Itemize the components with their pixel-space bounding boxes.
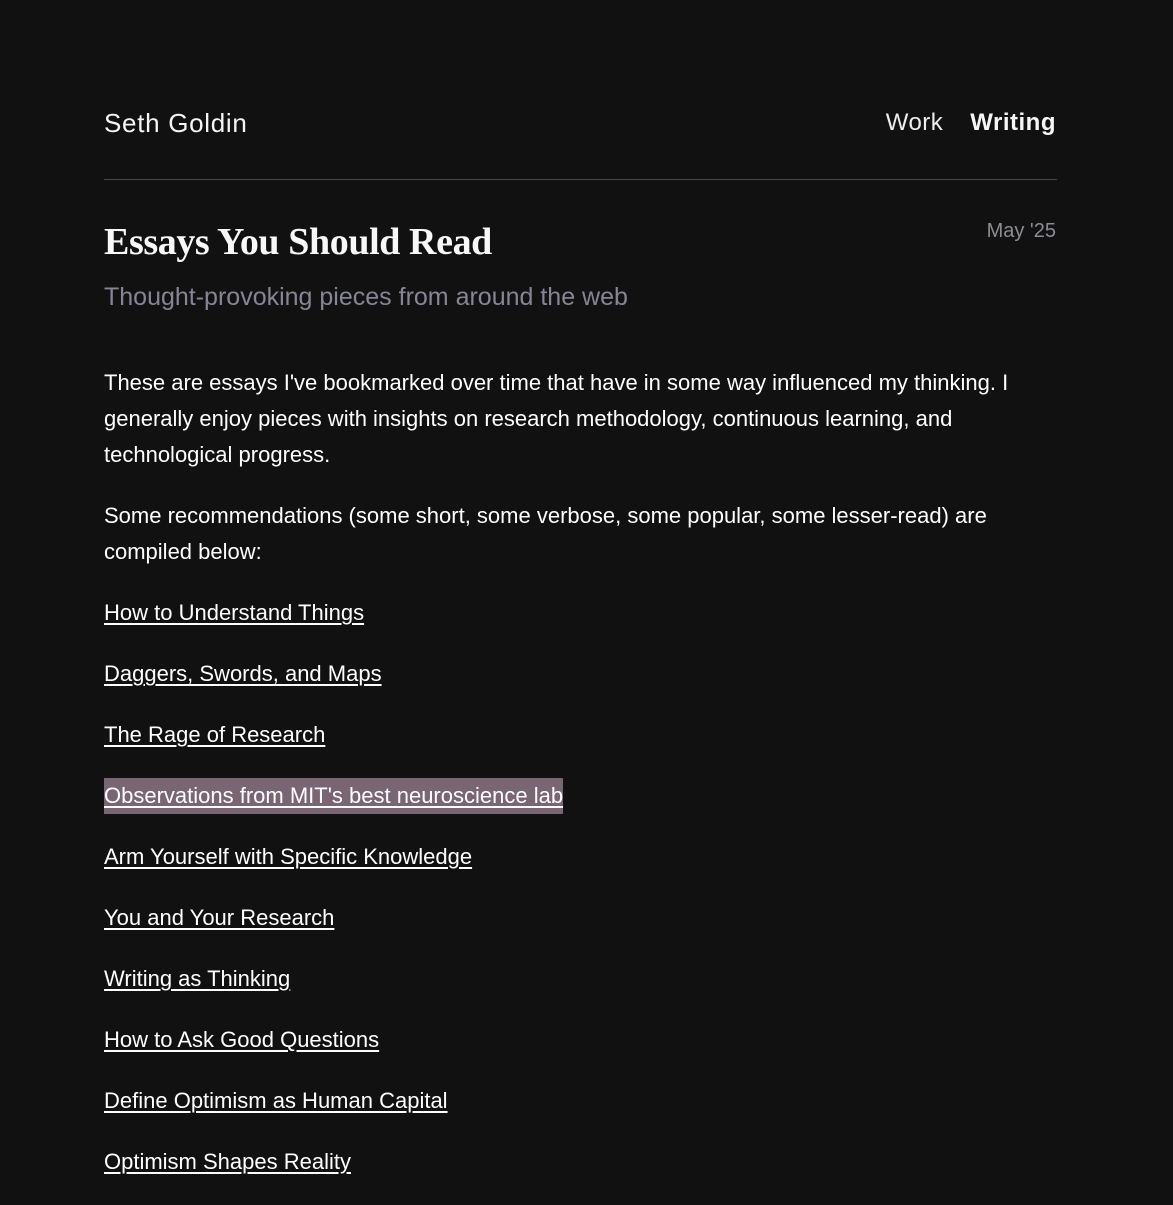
essay-link-optimism-shapes-reality[interactable]: Optimism Shapes Reality <box>104 1149 351 1174</box>
nav-work-link[interactable]: Work <box>885 109 944 136</box>
site-header <box>104 104 1056 144</box>
essay-list-item <box>104 778 1056 839</box>
essay-list <box>104 595 1056 1205</box>
nav-writing-link[interactable]: Writing <box>970 109 1056 136</box>
article-title: Essays You Should Read <box>104 221 492 263</box>
essay-list-item <box>104 961 1056 1022</box>
essay-link-optimism-human-capital[interactable]: Define Optimism as Human Capital <box>104 1088 448 1113</box>
essay-link-writing-thinking[interactable]: Writing as Thinking <box>104 966 291 991</box>
article-subtitle: Thought-provoking pieces from around the web <box>104 283 628 311</box>
recommendations-paragraph: Some recommendations (some short, some verbose, some popular, some lesser-read) are compiled below: <box>104 503 987 564</box>
essay-link-rage-research[interactable]: The Rage of Research <box>104 722 326 747</box>
intro-paragraph: These are essays I've bookmarked over time that have in some way influenced my thinking. I generally enjoy pieces with insights on research methodology, continuous learning, and technological progress. <box>104 370 1009 467</box>
essay-link-understand-things[interactable]: How to Understand Things <box>104 600 365 625</box>
essay-list-item <box>104 717 1056 778</box>
essay-link-mit-neuroscience[interactable]: Observations from MIT's best neuroscience lab <box>104 778 563 814</box>
essay-link-specific-knowledge[interactable]: Arm Yourself with Specific Knowledge <box>104 844 473 869</box>
article-date: May '25 <box>986 220 1056 242</box>
header-divider <box>104 179 1057 180</box>
essay-link-good-questions[interactable]: How to Ask Good Questions <box>104 1027 380 1052</box>
essay-list-item <box>104 595 1056 656</box>
essay-list-item <box>104 900 1056 961</box>
essay-link-you-and-your-research[interactable]: You and Your Research <box>104 905 335 930</box>
article-content <box>104 365 1056 1205</box>
main-navigation <box>886 107 1056 139</box>
essay-list-item <box>104 1022 1056 1083</box>
essay-list-item <box>104 1144 1056 1205</box>
essay-link-daggers-swords-maps[interactable]: Daggers, Swords, and Maps <box>104 661 382 686</box>
essay-list-item <box>104 1083 1056 1144</box>
site-title[interactable]: Seth Goldin <box>104 108 248 138</box>
essay-list-item <box>104 656 1056 717</box>
essay-list-item <box>104 839 1056 900</box>
